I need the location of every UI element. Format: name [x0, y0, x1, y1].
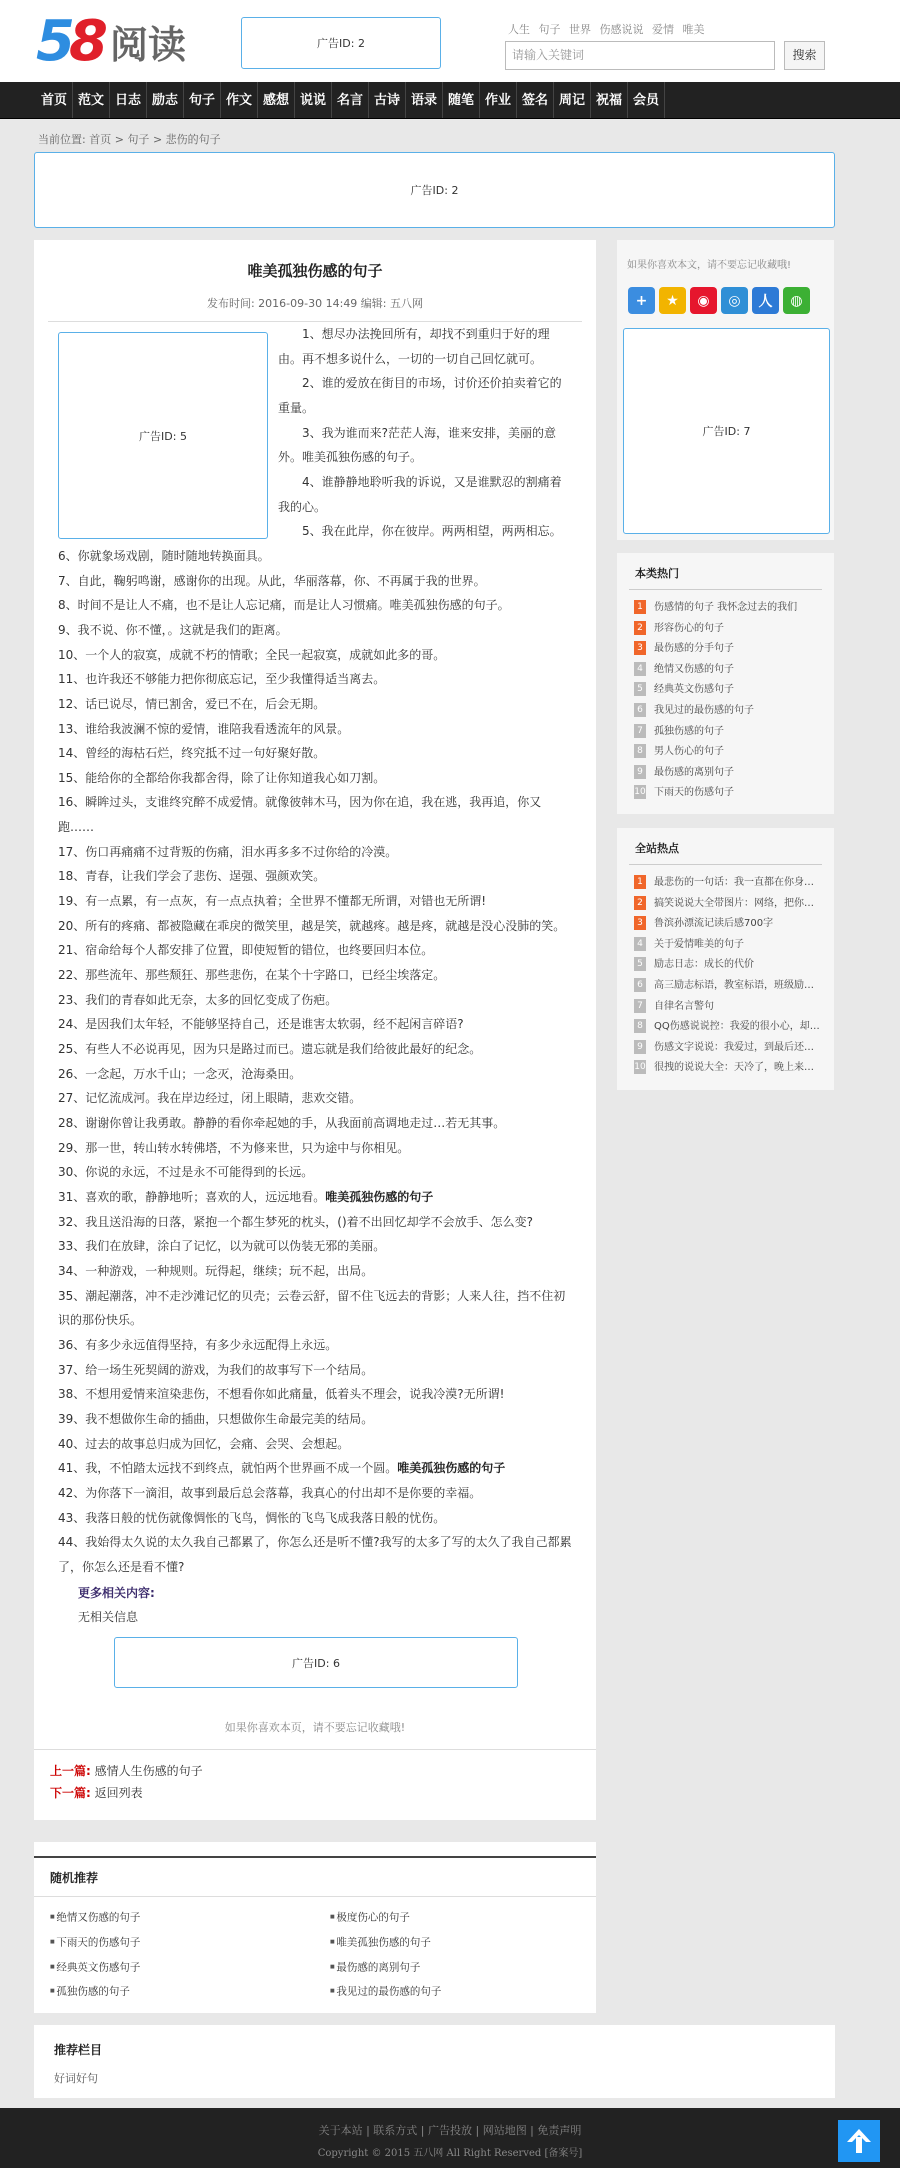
article-paragraph: 14、曾经的海枯石烂，终究抵不过一句好聚好散。 — [58, 746, 326, 761]
site-hot-item-label: 很拽的说说大全：天冷了，晚上来… — [654, 1062, 814, 1074]
ad-banner-wide[interactable]: 广告ID: 2 — [34, 152, 835, 228]
category-hot-item-label: 孤独伤感的句子 — [654, 725, 724, 737]
site-hot-item-label: 高三励志标语，教室标语，班级励… — [654, 979, 814, 991]
nav-item[interactable]: 励志 — [147, 82, 184, 118]
category-hot-item[interactable] — [634, 742, 824, 763]
share-panel — [617, 240, 834, 540]
nav-item[interactable]: 语录 — [406, 82, 443, 118]
rank-badge: 1 — [634, 600, 646, 614]
article-paragraph: 19、有一点累，有一点灰，有一点点执着；全世界不懂都无所谓，对错也无所谓! — [58, 894, 487, 909]
prev-next-nav — [34, 1749, 596, 1804]
article-paragraph: 22、那些流年、那些颓狂、那些悲伤，在某个十字路口，已经尘埃落定。 — [58, 968, 446, 983]
article-paragraph: 30、你说的永远，不过是永不可能得到的长远。 — [58, 1165, 314, 1180]
logo-digit-8: 8 — [68, 8, 108, 74]
category-hot-item-label: 形容伤心的句子 — [654, 622, 724, 634]
nav-item[interactable]: 作文 — [221, 82, 258, 118]
hot-link[interactable]: 句子 — [538, 23, 561, 36]
rank-badge: 6 — [634, 703, 646, 717]
category-hot-item[interactable] — [634, 598, 824, 619]
article-paragraph: 8、时间不是让人不痛，也不是让人忘记痛，而是让人习惯痛。唯美孤独伤感的句子。 — [58, 598, 510, 613]
share-tip: 如果你喜欢本文，请不要忘记收藏哦! — [627, 260, 792, 271]
article-paragraph: 37、给一场生死契阔的游戏，为我们的故事写下一个结局。 — [58, 1362, 374, 1377]
nav-item[interactable]: 范文 — [73, 82, 110, 118]
article-paragraph: 3、我为谁而来?茫茫人海，谁来安排，美丽的意外。唯美孤独伤感的句子。 — [278, 425, 557, 465]
wechat-icon[interactable]: ◍ — [783, 287, 810, 314]
site-hot-item[interactable] — [634, 1058, 824, 1079]
site-hot-item[interactable] — [634, 914, 824, 935]
prev-article-link[interactable]: 感情人生伤感的句子 — [94, 1764, 203, 1779]
category-hot-item-label: 伤感情的句子 我怀念过去的我们 — [654, 602, 798, 613]
category-hot-title: 本类热门 — [635, 567, 679, 580]
rank-badge: 4 — [634, 662, 646, 676]
rank-badge: 5 — [634, 957, 646, 971]
site-hot-box — [617, 828, 834, 1090]
article-title: 唯美孤独伤感的句子 — [247, 262, 383, 280]
recommend-column-link[interactable]: 好词好句 — [54, 2072, 98, 2085]
random-item[interactable]: ■ 孤独伤感的句子 — [50, 1979, 330, 2004]
breadcrumb — [38, 131, 221, 147]
site-hot-item-label: 最悲伤的一句话：我一直都在你身… — [654, 877, 814, 888]
category-hot-item[interactable] — [634, 701, 824, 722]
rank-badge: 3 — [634, 916, 646, 930]
section-gap — [34, 1820, 596, 1842]
hot-keyword-links — [508, 21, 710, 37]
nav-item[interactable]: 感想 — [258, 82, 295, 118]
random-recommend-list — [50, 1905, 590, 2004]
article-paragraph: 21、宿命给每个人都安排了位置，即使短暂的错位，也终要回归本位。 — [58, 943, 434, 958]
site-hot-item[interactable] — [634, 1038, 824, 1059]
random-recommend-title: 随机推荐 — [34, 1856, 596, 1897]
site-hot-item[interactable] — [634, 935, 824, 956]
footer-links[interactable]: 关于本站 | 联系方式 | 广告投放 | 网站地图 | 免责声明 — [318, 2124, 582, 2137]
category-hot-item[interactable] — [634, 680, 824, 701]
random-item[interactable]: ■ 唯美孤独伤感的句子 — [330, 1930, 590, 1955]
category-hot-item-label: 绝情又伤感的句子 — [654, 663, 734, 675]
hot-link[interactable]: 人生 — [508, 23, 530, 36]
random-item[interactable]: ■ 我见过的最伤感的句子 — [330, 1979, 590, 2004]
category-hot-item-label: 我见过的最伤感的句子 — [654, 704, 754, 716]
site-hot-item[interactable] — [634, 873, 824, 894]
random-item[interactable]: ■ 下雨天的伤感句子 — [50, 1930, 330, 1955]
search-input[interactable]: 请输入关键词 — [505, 41, 775, 70]
bookmark-tip: 如果你喜欢本页，请不要忘记收藏哦! — [224, 1721, 406, 1735]
random-item[interactable]: ■ 最伤感的离别句子 — [330, 1955, 590, 1980]
logo-text: 阅读 — [109, 22, 186, 67]
no-related-text: 无相关信息 — [78, 1610, 139, 1625]
article-paragraph: 25、有些人不必说再见，因为只是路过而已。遗忘就是我们给彼此最好的纪念。 — [58, 1042, 482, 1057]
rank-badge: 7 — [634, 999, 646, 1013]
search-button[interactable]: 搜索 — [784, 41, 825, 70]
breadcrumb-current[interactable]: 悲伤的句子 — [165, 133, 221, 146]
logo-digit-5: 5 — [36, 8, 69, 74]
category-hot-list — [634, 598, 834, 804]
rank-badge: 4 — [634, 937, 646, 951]
category-hot-item-label: 最伤感的分手句子 — [654, 643, 734, 655]
article-paragraph: 10、一个人的寂寞，成就不朽的情歌；全民一起寂寞，成就如此多的哥。 — [58, 647, 446, 662]
article-paragraph: 32、我且送沿海的日落，紧抱一个都生梦死的枕头，()着不出回忆却学不会放手、怎么变? — [58, 1214, 534, 1229]
site-hot-title: 全站热点 — [635, 842, 679, 855]
category-hot-item[interactable] — [634, 660, 824, 681]
random-item[interactable]: ■ 经典英文伤感句子 — [50, 1955, 330, 1980]
nav-item[interactable]: 周记 — [554, 82, 591, 118]
breadcrumb-category[interactable]: 句子 — [127, 133, 150, 146]
rank-badge: 1 — [634, 875, 646, 889]
nav-item[interactable]: 名言 — [332, 82, 369, 118]
more-related-label: 更多相关内容: — [78, 1586, 155, 1601]
weibo-icon[interactable]: ◉ — [690, 287, 717, 314]
share-icons — [628, 287, 834, 314]
site-hot-item[interactable] — [634, 997, 824, 1018]
rank-badge: 5 — [634, 682, 646, 696]
article-paragraph: 27、记忆流成河。我在岸边经过，闭上眼睛，悲欢交错。 — [58, 1091, 362, 1106]
article-paragraph: 40、过去的故事总归成为回忆，会痛、会哭、会想起。 — [58, 1436, 350, 1451]
arrow-up-icon — [844, 2126, 874, 2156]
nav-item[interactable]: 日志 — [110, 82, 147, 118]
nav-item[interactable]: 古诗 — [369, 82, 406, 118]
category-hot-item[interactable] — [634, 722, 824, 743]
article-paragraph: 44、我始得太久说的太久我自己都累了，你怎么还是听不懂?我写的太多了写的太久了我自己都累了，你怎么还是看不懂? — [58, 1535, 572, 1574]
rank-badge: 2 — [634, 896, 646, 910]
site-header — [0, 0, 900, 82]
site-hot-item-label: 搞笑说说大全带图片：网络，把你… — [654, 897, 814, 909]
renren-icon[interactable]: 人 — [752, 287, 779, 314]
main-nav — [0, 82, 900, 119]
article-paragraph: 39、我不想做你生命的插曲，只想做你生命最完美的结局。 — [58, 1411, 374, 1426]
article-paragraph: 16、瞬眸过头，支谁终究醉不成爱情。就像彼韩木马，因为你在追，我在逃，我再追，你又跑…… — [58, 795, 542, 835]
site-hot-item-label: QQ伤感说说控：我爱的很小心，却… — [654, 1021, 820, 1033]
nav-item[interactable]: 随笔 — [443, 82, 480, 118]
breadcrumb-sep: > — [152, 133, 163, 146]
tencent-weibo-icon[interactable]: ◎ — [721, 287, 748, 314]
article-panel — [34, 240, 596, 2013]
article-paragraph: 38、不想用爱情来渲染悲伤，不想看你如此痛量，低着头不理会，说我冷漠?无所谓! — [58, 1387, 505, 1402]
site-hot-item-label: 伤感文字说说：我爱过，到最后还… — [654, 1041, 814, 1053]
site-hot-list — [634, 873, 834, 1079]
rank-badge: 3 — [634, 641, 646, 655]
ad-sidebar[interactable]: 广告ID: 7 — [623, 328, 830, 534]
site-hot-item-label: 励志日志：成长的代价 — [654, 959, 754, 971]
article-paragraph: 43、我落日般的忧伤就像惆怅的飞鸟，惆怅的飞鸟飞成我落日般的忧伤。 — [58, 1510, 446, 1525]
article-paragraph: 29、那一世，转山转水转佛塔，不为修来世，只为途中与你相见。 — [58, 1140, 410, 1155]
article-paragraph: 4、谁静静地聆听我的诉说，又是谁默忍的割痛着我的心。 — [278, 474, 562, 514]
category-hot-item-label: 经典英文伤感句子 — [654, 684, 734, 696]
nav-item[interactable]: 句子 — [184, 82, 221, 118]
hot-link[interactable]: 伤感说说 — [599, 23, 644, 36]
recommend-column-title: 推荐栏目 — [54, 2043, 103, 2057]
site-hot-item[interactable] — [634, 976, 824, 997]
article-paragraph: 35、潮起潮落，冲不走沙滩记忆的贝壳；云卷云舒，留不住飞远去的背影；人来人往，挡不住初识的那份快乐。 — [58, 1288, 566, 1328]
site-hot-item[interactable] — [634, 1017, 824, 1038]
category-hot-item[interactable] — [634, 763, 824, 784]
breadcrumb-home[interactable]: 首页 — [89, 133, 112, 146]
site-hot-item-label: 鲁滨孙漂流记读后感700字 — [654, 918, 774, 930]
nav-item[interactable]: 祝福 — [591, 82, 628, 118]
category-hot-item[interactable] — [634, 619, 824, 640]
article-paragraph: 33、我们在放肆，涂白了记忆，以为就可以伪装无邪的美丽。 — [58, 1239, 386, 1254]
site-footer — [0, 2108, 900, 2168]
article-paragraph: 11、也许我还不够能力把你彻底忘记，至少我懂得适当离去。 — [58, 672, 386, 687]
ad-banner-top[interactable]: 广告ID: 2 — [241, 17, 441, 69]
nav-item[interactable]: 作业 — [480, 82, 517, 118]
qzone-icon[interactable]: ★ — [659, 287, 686, 314]
prev-label: 上一篇: — [50, 1764, 91, 1779]
article-meta: 发布时间: 2016-09-30 14:49 编辑: 五八网 — [206, 297, 424, 310]
share-more-icon[interactable]: + — [628, 287, 655, 314]
article-paragraph: 17、伤口再痛痛不过背叛的伤痛，泪水再多多不过你给的冷漠。 — [58, 844, 398, 859]
next-label: 下一篇: — [50, 1786, 91, 1801]
category-hot-item-label: 男人伤心的句子 — [654, 746, 724, 758]
hot-link[interactable]: 爱情 — [652, 23, 674, 36]
article-paragraph: 28、谢谢你曾让我勇敢。静静的看你牵起她的手，从我面前高调地走过…若无其事。 — [58, 1116, 506, 1130]
nav-item[interactable]: 签名 — [517, 82, 554, 118]
recommend-column-box — [34, 2025, 835, 2098]
article-paragraph: 5、我在此岸，你在彼岸。两两相望，两两相忘。 — [302, 524, 562, 539]
category-hot-item-label: 下雨天的伤感句子 — [654, 787, 734, 799]
ad-bottom-article[interactable]: 广告ID: 6 — [114, 1637, 518, 1688]
random-item[interactable]: ■ 极度伤心的句子 — [330, 1905, 590, 1930]
rank-badge: 9 — [634, 765, 646, 779]
footer-copyright: Copyright © 2015 五八网 All Right Reserved [备案号] — [317, 2148, 583, 2159]
category-hot-item[interactable] — [634, 639, 824, 660]
article-paragraph: 26、一念起，万水千山；一念灭，沧海桑田。 — [58, 1066, 302, 1081]
article-paragraph: 31、喜欢的歌，静静地听；喜欢的人，远远地看。唯美孤独伤感的句子 — [58, 1189, 434, 1204]
nav-item[interactable]: 说说 — [295, 82, 332, 118]
category-hot-box — [617, 553, 834, 814]
site-hot-item[interactable] — [634, 894, 824, 915]
article-paragraph: 34、一种游戏，一种规则。玩得起，继续；玩不起，出局。 — [58, 1263, 374, 1278]
article-paragraph: 12、话已说尽，情已割舍，爱已不在，后会无期。 — [58, 696, 326, 711]
site-logo[interactable] — [36, 10, 186, 72]
ad-in-article[interactable]: 广告ID: 5 — [58, 332, 268, 539]
next-article-link[interactable]: 返回列表 — [94, 1786, 143, 1801]
article-paragraph: 1、想尽办法挽回所有，却找不到重归于好的理由。再不想多说什么，一切的一切自己回忆就可。 — [278, 327, 550, 366]
breadcrumb-sep: > — [114, 133, 124, 146]
site-hot-item-label: 关于爱情唯美的句子 — [654, 938, 744, 950]
nav-item[interactable]: 会员 — [628, 82, 665, 118]
back-to-top-button[interactable] — [838, 2120, 880, 2162]
site-hot-item[interactable] — [634, 955, 824, 976]
article-paragraph: 15、能给你的全都给你我都舍得，除了让你知道我心如刀割。 — [58, 770, 386, 785]
category-hot-item-label: 最伤感的离别句子 — [654, 766, 734, 778]
rank-badge: 2 — [634, 621, 646, 635]
article-paragraph: 2、谁的爱放在街目的市场，讨价还价拍卖着它的重量。 — [278, 376, 562, 415]
article-paragraph: 24、是因我们太年轻，不能够坚持自己，还是谁害太软弱，经不起闲言碎语? — [58, 1017, 464, 1032]
article-paragraph: 20、所有的疼痛、都被隐藏在乖戾的微笑里，越是笑，就越疼。越是疼，就越是没心没肺的笑。 — [58, 918, 566, 933]
rank-badge: 6 — [634, 978, 646, 992]
article-paragraph: 41、我，不怕踏太远找不到终点，就怕两个世界画不成一个圆。唯美孤独伤感的句子 — [58, 1461, 506, 1476]
nav-item[interactable]: 首页 — [36, 82, 73, 118]
article-paragraph: 36、有多少永远值得坚持，有多少永远配得上永远。 — [58, 1337, 338, 1352]
rank-badge: 10 — [634, 787, 646, 798]
article-paragraph: 9、我不说、你不懂，。这就是我们的距离。 — [58, 622, 288, 637]
rank-badge: 9 — [634, 1040, 646, 1054]
article-paragraph: 7、自此，鞠躬鸣谢，感谢你的出现。从此，华丽落幕，你、不再属于我的世界。 — [58, 573, 486, 588]
random-item[interactable]: ■ 绝情又伤感的句子 — [50, 1905, 330, 1930]
article-paragraph: 13、谁给我波澜不惊的爱情，谁陪我看透流年的风景。 — [58, 721, 350, 736]
rank-badge: 10 — [634, 1062, 646, 1073]
article-paragraph: 42、为你落下一滴泪，故事到最后总会落幕，我真心的付出却不是你要的幸福。 — [58, 1485, 482, 1500]
rank-badge: 8 — [634, 1019, 646, 1033]
article-paragraph: 6、你就象场戏剧，随时随地转换面具。 — [58, 548, 270, 563]
category-hot-item[interactable] — [634, 783, 824, 804]
rank-badge: 7 — [634, 724, 646, 738]
article-paragraph: 18、青春，让我们学会了悲伤、逞强、强颜欢笑。 — [58, 869, 326, 884]
hot-link[interactable]: 世界 — [569, 23, 591, 36]
breadcrumb-prefix: 当前位置: — [38, 133, 86, 146]
rank-badge: 8 — [634, 744, 646, 758]
site-hot-item-label: 自律名言警句 — [654, 1000, 714, 1012]
hot-link[interactable]: 唯美 — [682, 23, 705, 36]
article-paragraph: 23、我们的青春如此无奈，太多的回忆变成了伤疤。 — [58, 992, 338, 1007]
